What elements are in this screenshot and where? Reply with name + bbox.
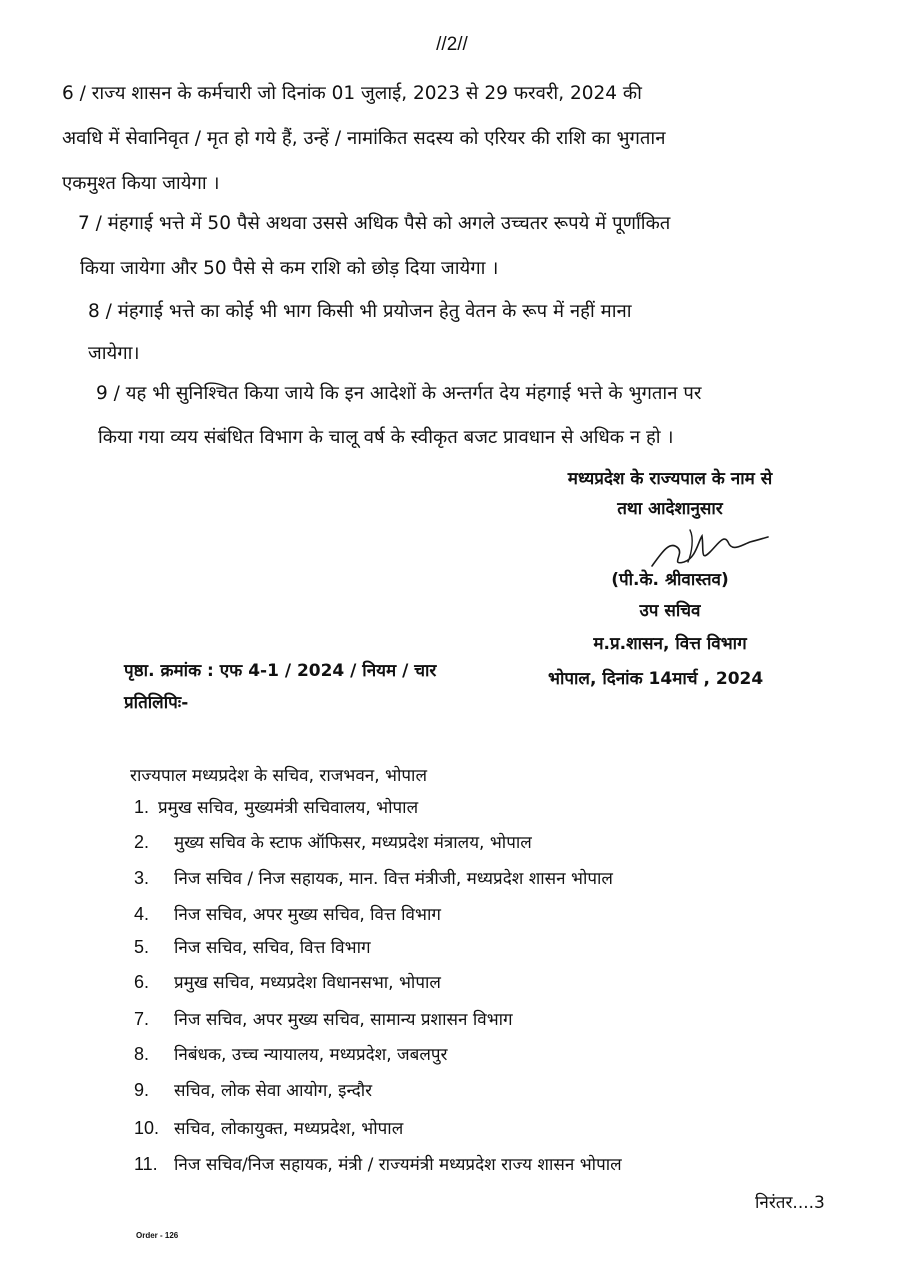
continued-marker: निरंतर....3 bbox=[755, 1193, 825, 1213]
list-item-number: 6. bbox=[134, 972, 150, 992]
list-item bbox=[134, 1116, 403, 1139]
signatory-department: म.प्र.शासन, वित्त विभाग bbox=[593, 634, 747, 654]
list-item-number: 5. bbox=[134, 937, 150, 957]
list-item bbox=[134, 970, 441, 993]
list-item bbox=[134, 795, 418, 818]
list-item-number: 2. bbox=[134, 832, 150, 852]
list-item-text: निज सचिव/निज सहायक, मंत्री / राज्यमंत्री मध्यप्रदेश राज्य शासन भोपाल bbox=[174, 1155, 622, 1175]
list-item bbox=[134, 1042, 447, 1065]
list-item bbox=[134, 1152, 622, 1175]
list-item-text: मुख्य सचिव के स्टाफ ऑफिसर, मध्यप्रदेश मंत्रालय, भोपाल bbox=[174, 833, 532, 853]
list-item-text: निबंधक, उच्च न्यायालय, मध्यप्रदेश, जबलपुर bbox=[174, 1045, 448, 1065]
place-and-date: भोपाल, दिनांक 14मार्च , 2024 bbox=[548, 669, 764, 689]
signatory-name: (पी.के. श्रीवास्तव) bbox=[611, 570, 729, 590]
list-item bbox=[134, 935, 371, 958]
copy-to-label: प्रतिलिपिः- bbox=[124, 693, 189, 713]
list-item-text: सचिव, लोक सेवा आयोग, इन्दौर bbox=[174, 1081, 373, 1101]
para-9-line-1: 9 / यह भी सुनिश्चित किया जाये कि इन आदेशों के अन्तर्गत देय मंहगाई भत्ते के भुगतान पर bbox=[96, 383, 702, 404]
list-item bbox=[134, 1078, 372, 1101]
list-item-text: निज सचिव, अपर मुख्य सचिव, वित्त विभाग bbox=[174, 905, 441, 925]
list-item-number: 11. bbox=[134, 1154, 158, 1174]
recipients-intro: राज्यपाल मध्यप्रदेश के सचिव, राजभवन, भोपाल bbox=[130, 766, 427, 786]
signature-line-1: मध्यप्रदेश के राज्यपाल के नाम से bbox=[567, 469, 773, 489]
signature-line-2: तथा आदेशानुसार bbox=[617, 499, 723, 519]
para-6-line-2: अवधि में सेवानिवृत / मृत हो गये हैं, उन्हें / नामांकित सदस्य को एरियर की राशि का भुगतान bbox=[62, 128, 666, 149]
list-item-number: 7. bbox=[134, 1009, 150, 1029]
footer-order-code: Order - 126 bbox=[136, 1231, 179, 1240]
list-item-number: 4. bbox=[134, 904, 150, 924]
list-item bbox=[134, 902, 441, 925]
list-item-number: 8. bbox=[134, 1044, 150, 1064]
list-item-text: निज सचिव / निज सहायक, मान. वित्त मंत्रीजी, मध्यप्रदेश शासन भोपाल bbox=[174, 869, 613, 889]
list-item-text: निज सचिव, अपर मुख्य सचिव, सामान्य प्रशासन विभाग bbox=[174, 1010, 513, 1030]
list-item-number: 10. bbox=[134, 1118, 160, 1138]
para-9-line-2: किया गया व्यय संबंधित विभाग के चालू वर्ष के स्वीकृत बजट प्रावधान से अधिक न हो । bbox=[98, 427, 674, 448]
list-item-text: प्रमुख सचिव, मुख्यमंत्री सचिवालय, भोपाल bbox=[158, 798, 419, 818]
para-8-line-2: जायेगा। bbox=[88, 343, 140, 364]
list-item-text: सचिव, लोकायुक्त, मध्यप्रदेश, भोपाल bbox=[174, 1119, 404, 1139]
list-item bbox=[134, 830, 532, 853]
page-number: //2// bbox=[436, 34, 468, 55]
list-item bbox=[134, 866, 613, 889]
list-item-number: 9. bbox=[134, 1080, 150, 1100]
para-7-line-2: किया जायेगा और 50 पैसे से कम राशि को छोड़ दिया जायेगा । bbox=[80, 258, 499, 279]
para-6-line-1: 6 / राज्य शासन के कर्मचारी जो दिनांक 01 जुलाई, 2023 से 29 फरवरी, 2024 की bbox=[62, 83, 642, 104]
endorsement-reference: पृष्ठा. क्रमांक : एफ 4-1 / 2024 / नियम / चार bbox=[124, 661, 437, 681]
list-item-number: 3. bbox=[134, 868, 150, 888]
para-8-line-1: 8 / मंहगाई भत्ते का कोई भी भाग किसी भी प्रयोजन हेतु वेतन के रूप में नहीं माना bbox=[88, 301, 632, 322]
list-item-text: प्रमुख सचिव, मध्यप्रदेश विधानसभा, भोपाल bbox=[174, 973, 441, 993]
signatory-designation: उप सचिव bbox=[639, 601, 701, 621]
para-6-line-3: एकमुश्त किया जायेगा । bbox=[62, 173, 220, 194]
list-item bbox=[134, 1007, 513, 1030]
list-item-number: 1. bbox=[134, 797, 150, 817]
list-item-text: निज सचिव, सचिव, वित्त विभाग bbox=[174, 938, 371, 958]
para-7-line-1: 7 / मंहगाई भत्ते में 50 पैसे अथवा उससे अधिक पैसे को अगले उच्चतर रूपये में पूर्णांकित bbox=[78, 213, 671, 234]
